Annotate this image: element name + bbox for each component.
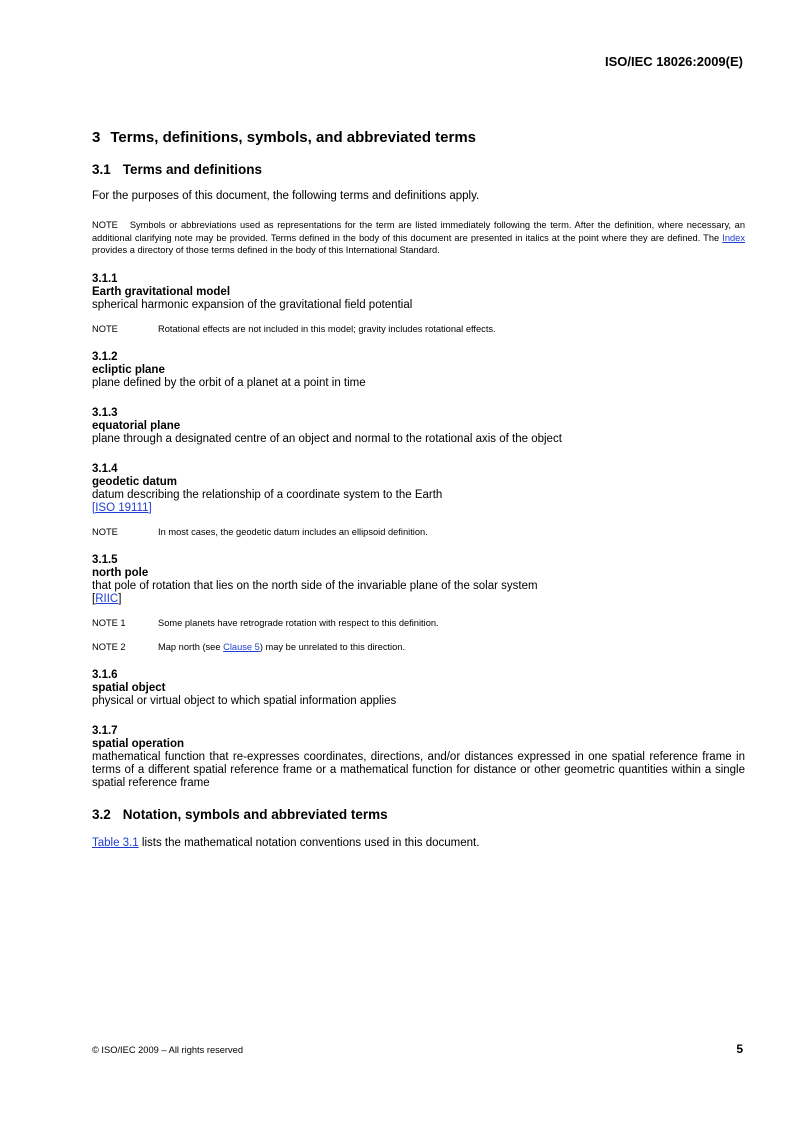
term-entry bbox=[92, 668, 745, 708]
term-definition: plane through a designated centre of an object and normal to the rotational axis of the object bbox=[92, 432, 562, 445]
term-note-text: Some planets have retrograde rotation with respect to this definition. bbox=[158, 617, 439, 628]
subsection-number: 3.2 bbox=[92, 806, 111, 822]
clause-link[interactable]: Clause 5 bbox=[223, 641, 260, 652]
intro-paragraph: For the purposes of this document, the following terms and definitions apply. bbox=[92, 190, 480, 202]
source-bracket-open: [ bbox=[92, 592, 96, 605]
term-note-label: NOTE bbox=[92, 323, 118, 334]
term-note-text-end: ) may be unrelated to this direction. bbox=[259, 641, 406, 652]
term-note-text: In most cases, the geodetic datum includes an ellipsoid definition. bbox=[158, 526, 428, 537]
page-content bbox=[92, 128, 745, 866]
term-number: 3.1.1 bbox=[92, 272, 118, 285]
term-entry bbox=[92, 553, 745, 606]
source-bracket-close: ] bbox=[118, 592, 122, 605]
term-entry bbox=[92, 724, 745, 790]
term-name: spatial object bbox=[92, 681, 166, 694]
note-text-tail: provides a directory of those terms defined in the body of this International Standard. bbox=[92, 245, 440, 255]
term-note bbox=[92, 617, 745, 629]
term-entry bbox=[92, 272, 745, 312]
term-definition: plane defined by the orbit of a planet at a point in time bbox=[92, 376, 366, 389]
term-note bbox=[92, 526, 745, 538]
source-reference-link[interactable]: RIIC bbox=[95, 592, 119, 605]
term-name: north pole bbox=[92, 566, 149, 579]
term-source bbox=[92, 593, 745, 606]
notation-paragraph-text: lists the mathematical notation conventions used in this document. bbox=[138, 836, 480, 849]
term-note-text bbox=[158, 641, 405, 653]
term-number: 3.1.5 bbox=[92, 553, 118, 566]
term-name: spatial operation bbox=[92, 737, 185, 750]
subsection-title: Notation, symbols and abbreviated terms bbox=[122, 806, 388, 822]
note-text: Symbols or abbreviations used as representations for the term are listed immediately following the term. After the definition, where necessary, an additional clarifying note may be provided. Terms defined in the body of this document are presented in italics at the point where they are defined. The bbox=[92, 220, 745, 243]
term-name: equatorial plane bbox=[92, 419, 181, 432]
term-definition: that pole of rotation that lies on the north side of the invariable plane of the solar system bbox=[92, 579, 538, 592]
term-name: ecliptic plane bbox=[92, 363, 165, 376]
term-number: 3.1.4 bbox=[92, 462, 118, 475]
term-name: geodetic datum bbox=[92, 475, 177, 488]
note-label: NOTE bbox=[92, 220, 118, 230]
copyright-footer: © ISO/IEC 2009 – All rights reserved bbox=[92, 1045, 244, 1055]
term-note-label: NOTE bbox=[92, 526, 118, 537]
page-number: 5 bbox=[736, 1042, 743, 1056]
term-note-label: NOTE 1 bbox=[92, 617, 126, 628]
term-number: 3.1.6 bbox=[92, 668, 118, 681]
subsection-heading-3-1 bbox=[92, 161, 745, 179]
section-heading bbox=[92, 128, 745, 148]
term-number: 3.1.7 bbox=[92, 724, 118, 737]
term-note-label: NOTE 2 bbox=[92, 641, 126, 652]
term-note bbox=[92, 323, 745, 335]
subsection-number: 3.1 bbox=[92, 162, 111, 177]
term-number: 3.1.3 bbox=[92, 406, 118, 419]
source-reference-link[interactable] bbox=[92, 502, 152, 514]
section-title: Terms, definitions, symbols, and abbreviated terms bbox=[110, 129, 476, 146]
term-name: Earth gravitational model bbox=[92, 285, 231, 298]
term-number: 3.1.2 bbox=[92, 350, 118, 363]
term-source bbox=[92, 502, 745, 515]
term-entry bbox=[92, 350, 745, 390]
term-definition: physical or virtual object to which spatial information applies bbox=[92, 694, 397, 707]
intro-note bbox=[92, 219, 745, 257]
term-definition: spherical harmonic expansion of the gravitational field potential bbox=[92, 298, 413, 311]
term-definition: mathematical function that re-expresses coordinates, directions, and/or distances expressed in one spatial reference frame in terms of a different spatial reference frame or a mathematical function for distance or other geometric quantities within a single spatial reference frame bbox=[92, 750, 745, 789]
term-entry bbox=[92, 406, 745, 446]
subsection-title: Terms and definitions bbox=[122, 162, 263, 177]
subsection-heading-3-2 bbox=[92, 806, 745, 824]
notation-paragraph bbox=[92, 836, 745, 851]
source-reference-text: ISO 19111 bbox=[95, 501, 149, 514]
table-link[interactable]: Table 3.1 bbox=[92, 836, 139, 849]
term-entry bbox=[92, 462, 745, 515]
document-id-header: ISO/IEC 18026:2009(E) bbox=[604, 54, 743, 69]
index-link[interactable]: Index bbox=[722, 232, 745, 243]
term-definition: datum describing the relationship of a coordinate system to the Earth bbox=[92, 488, 443, 501]
section-number: 3 bbox=[92, 129, 101, 146]
term-note-text-start: Map north (see bbox=[158, 641, 224, 652]
term-note bbox=[92, 641, 745, 653]
source-bracket-open: [ bbox=[92, 501, 96, 514]
term-note-text: Rotational effects are not included in this model; gravity includes rotational effects. bbox=[158, 323, 496, 334]
source-bracket-close: ] bbox=[148, 501, 152, 514]
